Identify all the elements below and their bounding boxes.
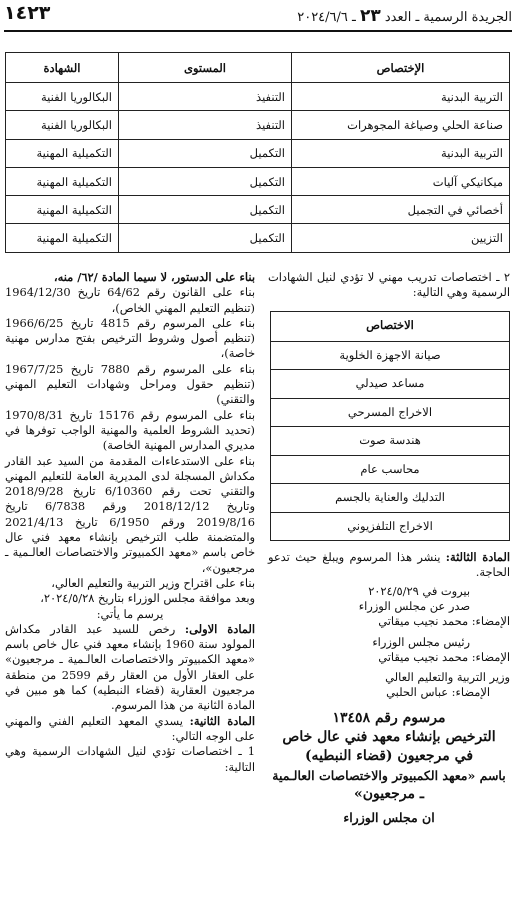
col-header-specialty: الاختصاص: [271, 311, 510, 341]
table-header-row: [271, 311, 510, 341]
cell-specialty: مساعد صيدلي: [271, 370, 510, 399]
table-row: [6, 224, 510, 252]
page-number: ١٤٢٣: [4, 2, 51, 24]
cell-level: التكميل: [119, 196, 292, 224]
right-column: [268, 270, 510, 827]
article-1: [5, 622, 255, 714]
article-3-text: ينشر هذا المرسوم ويبلغ حيث تدعو الحاجة.: [268, 550, 510, 580]
cell-level: التكميل: [119, 139, 292, 167]
preamble-applications: بناء على الاستدعاءات المقدمة من السيد عبد القادر مكداش المسجلة لدى المديرية العامة للتعليم المهني والتقني تحت رقم 6/10360 تاريخ 2018/9/28 وتاريخ 2018/12/12 ورقم 6/7838 تاريخ 2019/8/16 ورقم 6/1950 تاريخ 2021/4/13 والمتضمنة طلب الترخيص بإنشاء معهد فني عال خاص باسم «معهد الكمبيوتر والاختصاصات العالـمية ـ مرجعيون»،: [5, 453, 255, 575]
preamble-proposal: بناء على اقتراح وزير التربية والتعليم العالي،: [51, 575, 255, 590]
pm-title: رئيس مجلس الوزراء: [372, 634, 470, 649]
article-1-label: المادة الاولى:: [184, 621, 256, 636]
article-2: [5, 714, 255, 745]
decree-number: مرسوم رقم ١٣٤٥٨: [332, 709, 446, 726]
cell-certificate: البكالوريا الفنية: [6, 111, 119, 139]
cell-level: التكميل: [119, 224, 292, 252]
issued-by: صدر عن مجلس الوزراء: [358, 598, 470, 613]
cell-level: التنفيذ: [119, 83, 292, 111]
table-header-row: [6, 53, 510, 83]
preamble-law: بناء على القانون رقم 64/62 تاريخ 1964/12/30 (تنظيم التعليم المهني الخاص)،: [5, 285, 256, 315]
table-row: [271, 484, 510, 513]
cell-specialty: محاسب عام: [271, 455, 510, 484]
signature-pm: الإمضاء: محمد نجيب ميقاتي: [378, 649, 510, 664]
table-row: [6, 83, 510, 111]
cell-certificate: التكميلية المهنية: [6, 139, 119, 167]
header-rule: [4, 30, 512, 32]
table-row: [6, 111, 510, 139]
cell-specialty: التدليك والعناية بالجسم: [271, 484, 510, 513]
gazette-title: [297, 6, 512, 26]
cell-specialty: أخصائي في التجميل: [292, 196, 510, 224]
signature-president: الإمضاء: محمد نجيب ميقاتي: [378, 614, 510, 629]
signature-minister: الإمضاء: عباس الحلبي: [386, 685, 490, 700]
preamble-decree-7880: بناء على المرسوم رقم 7880 تاريخ 1967/7/25 (تنظيم حقول ومراحل وشهادات التعليم المهني والتقني): [5, 361, 256, 407]
cell-specialty: الاخراج التلفزيوني: [271, 512, 510, 541]
place-date: بيروت في ٢٠٢٤/٥/٢٩: [368, 583, 470, 598]
article-2-item-1: 1 ـ اختصاصات تؤدي لنيل الشهادات الرسمية وهي التالية:: [5, 744, 255, 774]
decree-title-line-2: في مرجعيون (قضاء النبطيه): [304, 747, 474, 764]
council-heading: ان مجلس الوزراء: [343, 809, 435, 825]
cell-certificate: التكميلية المهنية: [6, 196, 119, 224]
article-2-text: يسدي المعهد التعليم الفني والمهني على الوجه التالي:: [5, 713, 255, 743]
table-row: [6, 167, 510, 195]
table-row: [271, 341, 510, 370]
table-row: [271, 398, 510, 427]
col-header-level: المستوى: [119, 53, 292, 83]
cell-specialty: التربية البدنية: [292, 83, 510, 111]
page-header: [4, 2, 512, 28]
preamble-constitution: بناء على الدستور، لا سيما المادة /٦٢/ منه،: [53, 270, 255, 284]
decree-title-line-3: باسم «معهد الكمبيوتر والاختصاصات العالـمية: [272, 767, 506, 783]
cell-specialty: صناعة الحلي وصياغة المجوهرات: [292, 111, 510, 139]
issue-number: ٢٣: [359, 6, 381, 26]
article-3-label: المادة الثالثة:: [445, 550, 510, 565]
cell-specialty: ميكانيكي آليات: [292, 167, 510, 195]
cell-certificate: البكالوريا الفنية: [6, 83, 119, 111]
certificates-table: [5, 52, 510, 253]
preamble-decree-4815: بناء على المرسوم رقم 4815 تاريخ 1966/6/25 (تنظيم أصول وشروط الترخيص بفتح مدارس مهنية خاصة)،: [5, 315, 256, 361]
cell-certificate: التكميلية المهنية: [6, 167, 119, 195]
table-row: [271, 455, 510, 484]
table-row: [271, 512, 510, 541]
left-column: [5, 270, 255, 775]
cell-specialty: التربية البدنية: [292, 139, 510, 167]
preamble-approval: وبعد موافقة مجلس الوزراء بتاريخ ٢٠٢٤/٥/٢٨،: [40, 591, 255, 606]
article-2-label: المادة الثانية:: [189, 713, 255, 728]
article-3: [268, 550, 510, 581]
table-row: [271, 370, 510, 399]
non-certificate-intro: ٢ ـ اختصاصات تدريب مهني لا تؤدي لنيل الشهادات الرسمية وهي التالية:: [268, 270, 510, 300]
cell-level: التنفيذ: [119, 111, 292, 139]
preamble-decree-15176: بناء على المرسوم رقم 15176 تاريخ 1970/8/31 (تحديد الشروط العلمية والمهنية الواجب توفرها في مديري المدارس المهنية الخاصة): [5, 407, 255, 453]
issue-date: ـ ٢٠٢٤/٦/٦: [297, 10, 356, 25]
decree-title-line-1: الترخيص بإنشاء معهد فني عال خاص: [282, 728, 496, 745]
table-row: [6, 139, 510, 167]
col-header-specialty: الإختصاص: [292, 53, 510, 83]
cell-certificate: التكميلية المهنية: [6, 224, 119, 252]
cell-level: التكميل: [119, 167, 292, 195]
cell-specialty: صيانة الاجهزة الخلوية: [271, 341, 510, 370]
decrees-following: يرسم ما يأتي:: [96, 606, 164, 621]
cell-specialty: التزيين: [292, 224, 510, 252]
cell-specialty: الاخراج المسرحي: [271, 398, 510, 427]
specialties-table: [270, 311, 510, 542]
col-header-certificate: الشهادة: [6, 53, 119, 83]
decree-heading: [268, 709, 510, 827]
decree-title-line-4: ـ مرجعيون»: [353, 785, 425, 802]
minister-title: وزير التربية والتعليم العالي: [385, 670, 510, 685]
table-row: [6, 196, 510, 224]
gazette-name: الجريدة الرسمية ـ العدد: [384, 10, 512, 25]
table-row: [271, 427, 510, 456]
article-1-text: رخص للسيد عبد القادر مكداش المولود سنة 1960 بإنشاء معهد فني عال خاص باسم «معهد الكمبيوتر والاختصاصات العالـمية ـ مرجعيون» على العقار الأول من العقار رقم 2599 من منطقة مرجعيون العقارية (قضاء النبطيه) كما هو مبين في المادة الثانية من هذا المرسوم.: [5, 621, 256, 713]
cell-specialty: هندسة صوت: [271, 427, 510, 456]
